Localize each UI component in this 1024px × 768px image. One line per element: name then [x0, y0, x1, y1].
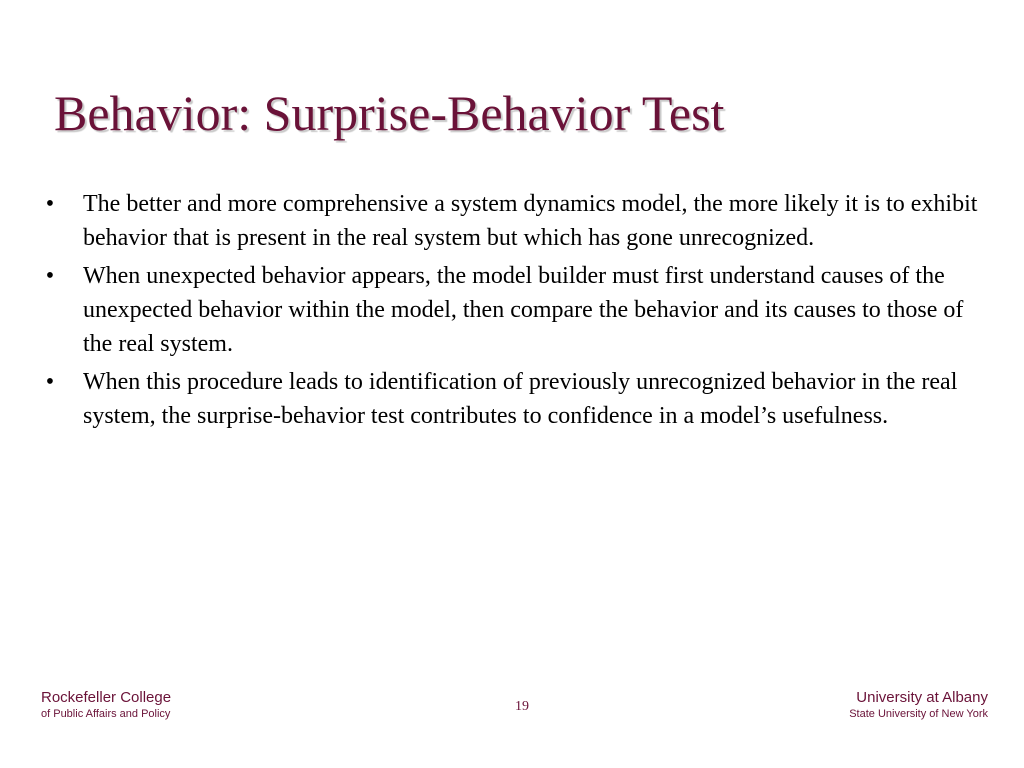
bullet-list	[40, 187, 994, 437]
bullet-item	[40, 259, 994, 361]
bullet-text: When this procedure leads to identification of previously unrecognized behavior in the real system, the surprise-behavior test contributes to confidence in a model’s usefulness.	[83, 369, 958, 429]
bullet-icon: •	[45, 263, 55, 289]
page-number: 19	[515, 699, 529, 714]
bullet-text: The better and more comprehensive a system dynamics model, the more likely it is to exhibit behavior that is present in the real system but which has gone unrecognized.	[83, 191, 978, 251]
footer-university-name: University at Albany	[856, 689, 988, 706]
bullet-item	[40, 365, 994, 433]
footer-college-subtitle: of Public Affairs and Policy	[41, 708, 171, 720]
footer-left-institution	[41, 689, 171, 722]
bullet-text: When unexpected behavior appears, the model builder must first understand causes of the unexpected behavior within the model, then compare the behavior and its causes to those of the real system.	[83, 263, 964, 357]
bullet-item	[40, 187, 994, 255]
footer-university-subtitle: State University of New York	[849, 708, 988, 720]
slide-title: Behavior: Surprise-Behavior Test	[54, 85, 725, 141]
footer-right-institution	[849, 689, 988, 722]
bullet-icon: •	[45, 191, 55, 217]
footer-college-name: Rockefeller College	[41, 689, 172, 706]
bullet-icon: •	[45, 369, 55, 395]
